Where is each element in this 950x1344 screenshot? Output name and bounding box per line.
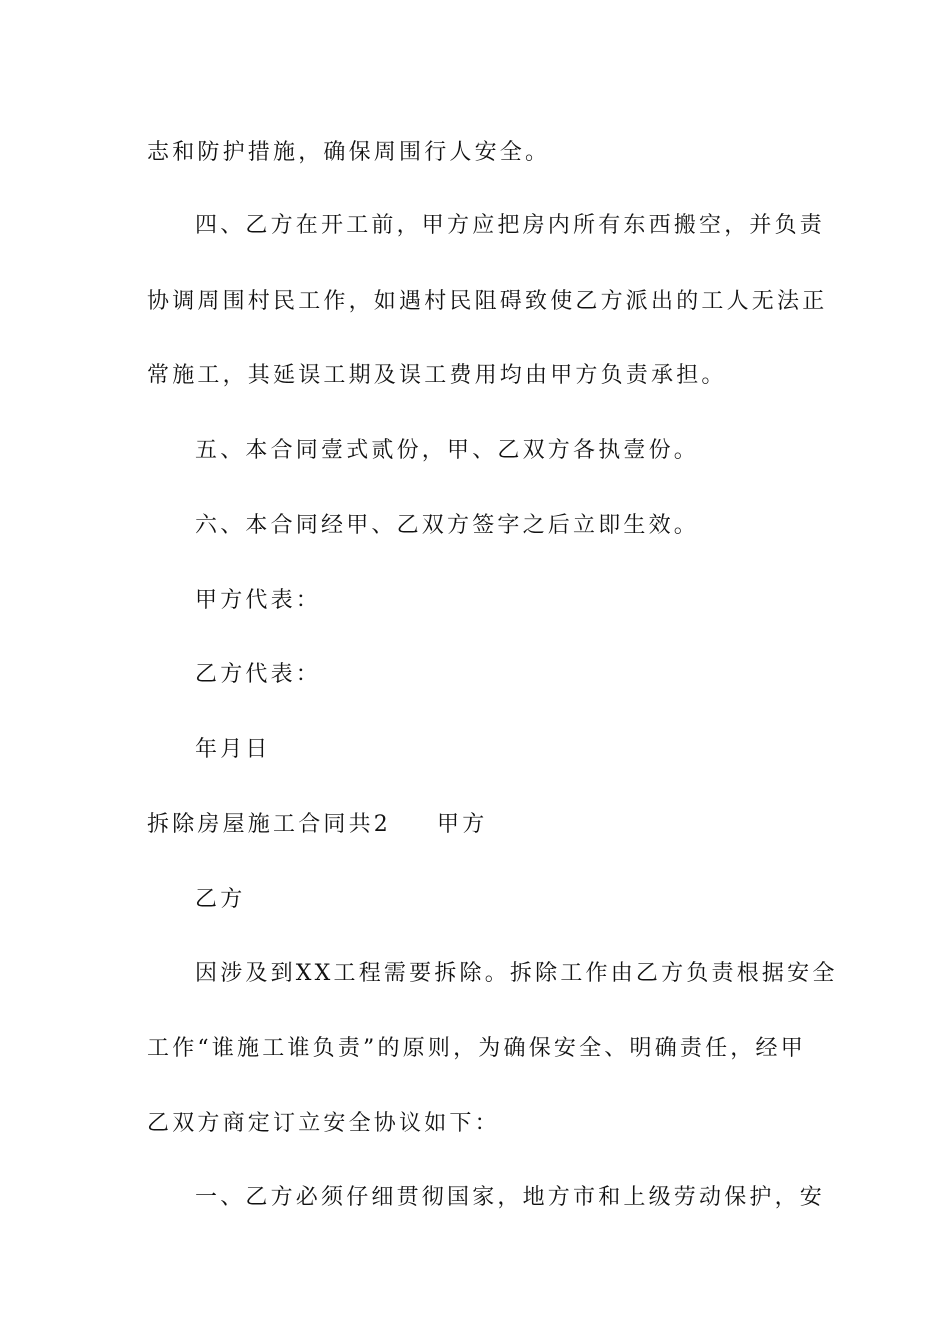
paragraph-line: 志和防护措施，确保周围行人安全。 — [147, 140, 551, 165]
party-a-representative: 甲方代表： — [195, 588, 322, 613]
paragraph-line: 一、乙方必须仔细贯彻国家，地方市和上级劳动保护，安 — [195, 1185, 826, 1210]
paragraph-line: 乙双方商定订立安全协议如下： — [147, 1111, 500, 1136]
paragraph-line: 常施工，其延误工期及误工费用均由甲方负责承担。 — [147, 363, 727, 388]
party-a-label: 甲方 — [437, 812, 488, 837]
paragraph-line: 因涉及到XX工程需要拆除。拆除工作由乙方负责根据安全 — [195, 961, 838, 986]
party-b-label: 乙方 — [195, 887, 246, 912]
date-line: 年月日 — [195, 737, 271, 762]
paragraph-line: 六、本合同经甲、乙双方签字之后立即生效。 — [195, 513, 700, 538]
party-b-representative: 乙方代表： — [195, 662, 322, 687]
paragraph-line: 协调周围村民工作，如遇村民阻碍致使乙方派出的工人无法正 — [147, 289, 828, 314]
paragraph-line: 五、本合同壹式贰份，甲、乙双方各执壹份。 — [195, 438, 700, 463]
paragraph-line: 四、乙方在开工前，甲方应把房内所有东西搬空，并负责 — [195, 213, 826, 238]
paragraph-line: 工作“谁施工谁负责”的原则，为确保安全、明确责任，经甲 — [147, 1036, 806, 1061]
contract-heading — [147, 810, 807, 840]
contract-title: 拆除房屋施工合同共2 — [147, 812, 391, 837]
